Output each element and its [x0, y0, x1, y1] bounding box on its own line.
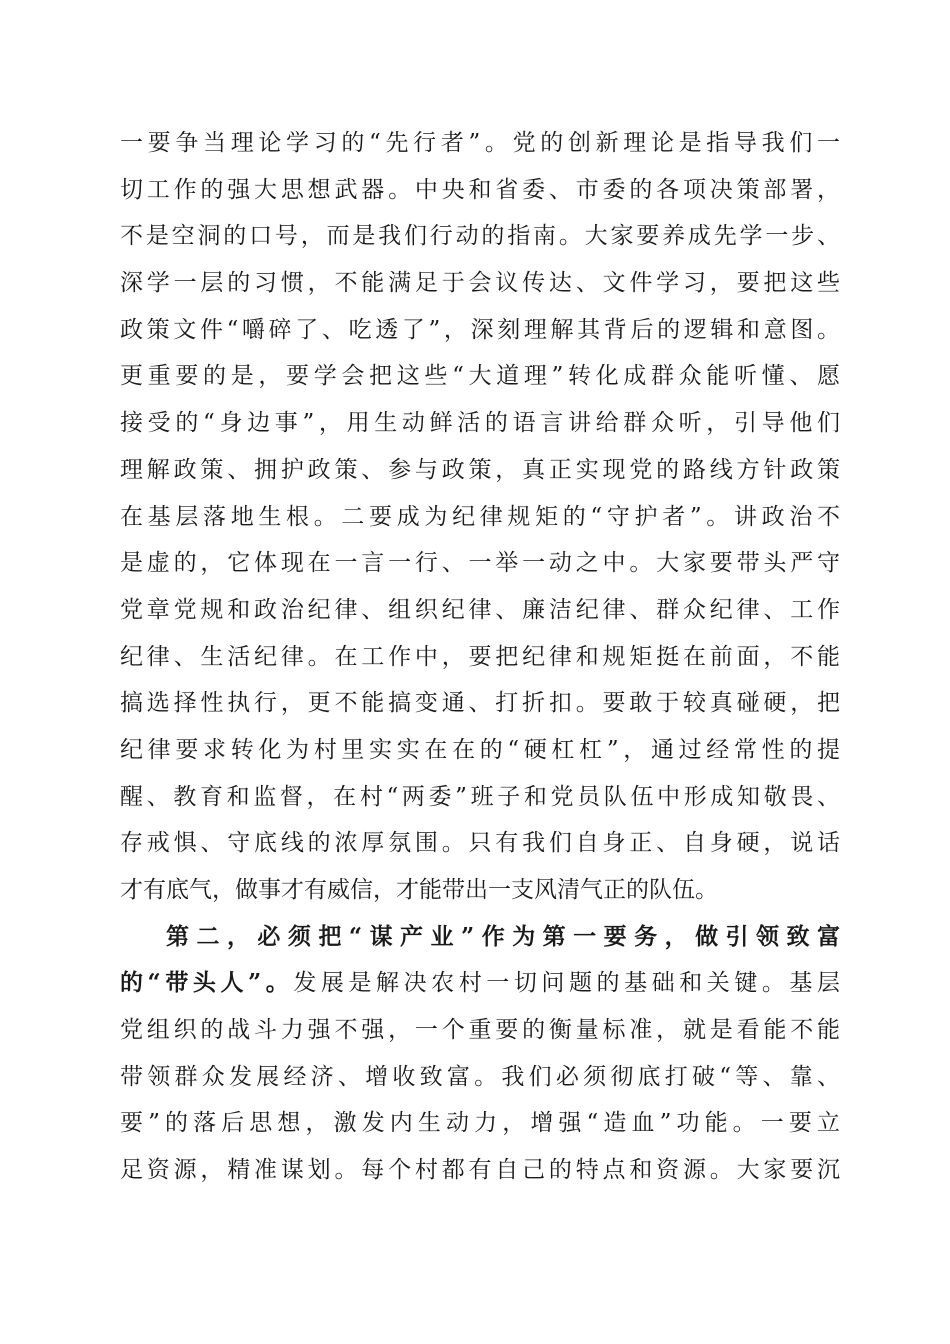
text-run: 发展是解决农村一切问题的基础和关键。基层 — [293, 970, 840, 997]
text-line: 深学一层的习惯，不能满足于会议传达、文件学习，要把这些 — [120, 270, 840, 297]
text-line: 纪律要求转化为村里实实在在的“硬杠杠”，通过经常性的提 — [120, 736, 840, 763]
section-heading-end: 的“带头人”。 — [120, 969, 294, 997]
text-line: 不是空洞的口号，而是我们行动的指南。大家要养成先学一步、 — [120, 223, 840, 250]
section-heading-line: 第二，必须把“谋产业”作为第一要务，做引领致富 — [166, 922, 840, 950]
text-line: 醒、教育和监督，在村“两委”班子和党员队伍中形成知敬畏、 — [120, 783, 840, 810]
text-line: 纪律、生活纪律。在工作中，要把纪律和规矩挺在前面，不能 — [120, 643, 840, 670]
text-line: 接受的“身边事”，用生动鲜活的语言讲给群众听，引导他们 — [120, 410, 840, 437]
text-line — [120, 960, 840, 1007]
text-line: 才有底气，做事才有威信，才能带出一支风清气正的队伍。 — [120, 877, 718, 903]
text-line: 党章党规和政治纪律、组织纪律、廉洁纪律、群众纪律、工作 — [120, 596, 840, 623]
text-line: 更重要的是，要学会把这些“大道理”转化成群众能听懂、愿 — [120, 363, 840, 390]
text-line: 要”的落后思想，激发内生动力，增强“造血”功能。一要立 — [120, 1110, 840, 1137]
text-line: 切工作的强大思想武器。中央和省委、市委的各项决策部署， — [120, 176, 840, 203]
text-line: 在基层落地生根。二要成为纪律规矩的“守护者”。讲政治不 — [120, 503, 840, 530]
text-line: 存戒惧、守底线的浓厚氛围。只有我们自身正、自身硬，说话 — [120, 830, 840, 857]
text-line: 理解政策、拥护政策、参与政策，真正实现党的路线方针政策 — [120, 456, 840, 483]
text-line: 党组织的战斗力强不强，一个重要的衡量标准，就是看能不能 — [120, 1017, 840, 1044]
text-line: 政策文件“嚼碎了、吃透了”，深刻理解其背后的逻辑和意图。 — [120, 316, 840, 343]
text-line: 是虚的，它体现在一言一行、一举一动之中。大家要带头严守 — [120, 550, 840, 577]
text-line: 带领群众发展经济、增收致富。我们必须彻底打破“等、靠、 — [120, 1063, 840, 1090]
body-text — [120, 120, 840, 1194]
text-line: 足资源，精准谋划。每个村都有自己的特点和资源。大家要沉 — [120, 1157, 840, 1184]
text-line: 一要争当理论学习的“先行者”。党的创新理论是指导我们一 — [120, 130, 840, 156]
text-line: 搞选择性执行，更不能搞变通、打折扣。要敢于较真碰硬，把 — [120, 690, 840, 717]
